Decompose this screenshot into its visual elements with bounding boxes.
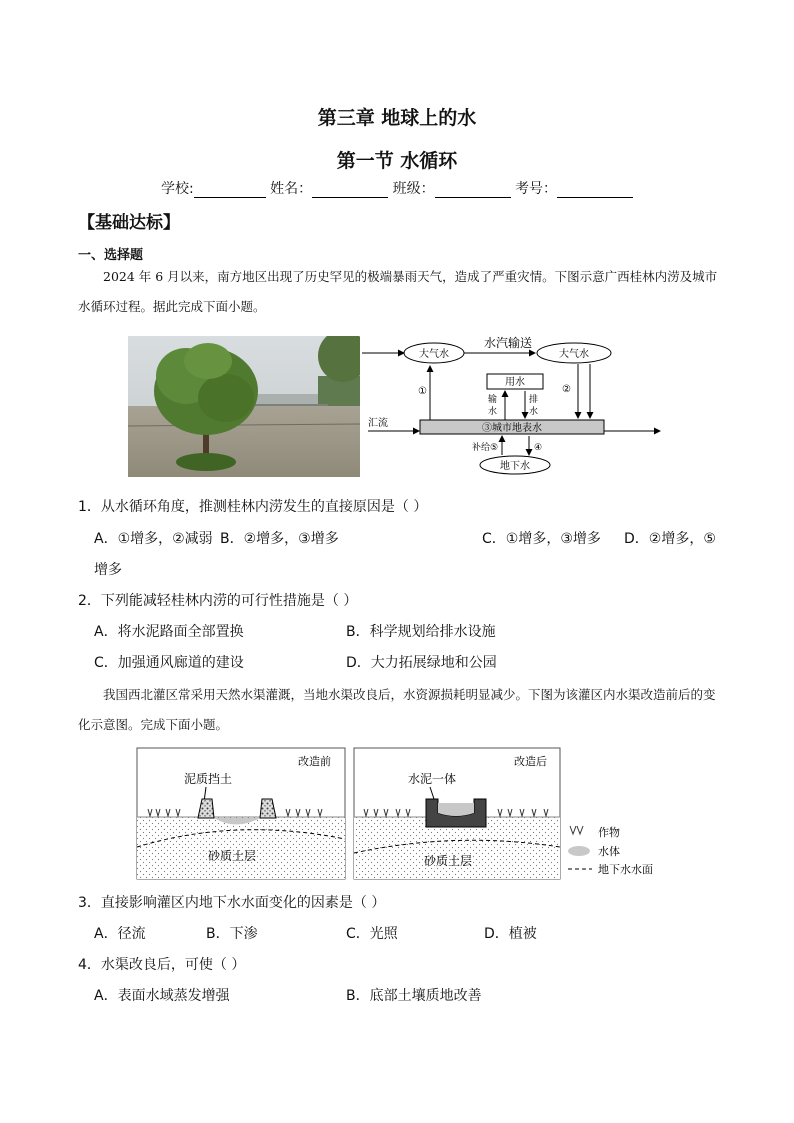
flood-photo [128, 336, 360, 477]
question-3-stem: 3．直接影响灌区内地下水水面变化的因素是（ ） [78, 895, 386, 911]
name-field[interactable] [312, 183, 388, 198]
label-1: ① [418, 386, 427, 397]
student-info-line [0, 178, 794, 198]
legend [568, 825, 653, 876]
question-4-option-b[interactable]: B．底部土壤质地改善 [346, 988, 482, 1004]
question-1-option-c[interactable]: C．①增多，③增多 [482, 531, 601, 547]
question-1-stem: 1．从水循环角度，推测桂林内涝发生的直接原因是（ ） [78, 499, 428, 515]
recharge-label: 补给 [472, 443, 491, 453]
urban-surface-water-label: ③城市地表水 [482, 423, 542, 434]
question-3-option-b[interactable]: B．下渗 [206, 926, 258, 942]
question-1-option-b[interactable]: B．②增多，③增多 [220, 531, 339, 547]
label-5: ⑤ [490, 443, 499, 453]
question-4-stem: 4．水渠改良后，可使（ ） [78, 957, 246, 973]
exam-number-label: 考号： [515, 181, 558, 197]
class-field[interactable] [435, 183, 511, 198]
chapter-title: 第三章 地球上的水 [317, 107, 477, 129]
section-title: 第一节 水循环 [336, 150, 458, 172]
groundwater-label: 地下水 [500, 461, 530, 472]
canal-comparison-diagram [136, 747, 666, 882]
label-4: ④ [534, 443, 543, 453]
urban-water-cycle-diagram [362, 336, 664, 478]
question-3-option-a[interactable]: A．径流 [94, 926, 146, 942]
drain-water-char-2: 水 [529, 407, 539, 417]
question-3-option-d[interactable]: D．植被 [484, 926, 537, 942]
question-2-option-a[interactable]: A．将水泥路面全部置换 [94, 624, 244, 640]
sandy-soil-label-right: 砂质土层 [424, 854, 473, 868]
question-2-option-b[interactable]: B．科学规划给排水设施 [346, 624, 496, 640]
crop-icon [570, 826, 583, 834]
question-3-option-c[interactable]: C．光照 [346, 926, 398, 942]
cement-label: 水泥一体 [408, 772, 457, 786]
school-label: 学校: [160, 181, 194, 197]
question-2-option-c[interactable]: C．加强通风廊道的建设 [94, 655, 244, 671]
question-2-option-d[interactable]: D．大力拓展绿地和公园 [346, 655, 497, 671]
question-4-option-a[interactable]: A．表面水域蒸发增强 [94, 988, 230, 1004]
transport-water-char-2: 水 [488, 407, 498, 417]
passage-2: 我国西北灌区常采用天然水渠灌溉，当地水渠改良后，水资源损耗明显减少。下图为该灌区内水渠改造前后的变化示意图。完成下面小题。 [78, 687, 716, 732]
section-heading: 【基础达标】 [78, 213, 180, 233]
mud-bank-label: 泥质挡土 [184, 772, 233, 786]
legend-groundwater-label: 地下水水面 [598, 863, 653, 876]
school-field[interactable] [194, 183, 266, 198]
passage-1: 2024 年 6 月以来，南方地区出现了历史罕见的极端暴雨天气，造成了严重灾情。下图示意广西桂林内涝及城市水循环过程。据此完成下面小题。 [78, 269, 718, 314]
label-2: ② [562, 384, 571, 395]
legend-crop-label: 作物 [598, 826, 620, 839]
question-2-stem: 2．下列能减轻桂林内涝的可行性措施是（ ） [78, 593, 358, 609]
water-body-icon [568, 846, 590, 856]
question-1-option-d-continued: 增多 [94, 562, 122, 578]
name-label: 姓名： [270, 181, 313, 197]
sandy-soil-label-left: 砂质土层 [208, 849, 257, 863]
use-water-label: 用水 [505, 377, 525, 388]
transport-water-char-1: 输 [488, 395, 498, 405]
atmosphere-left-label: 大气水 [419, 349, 449, 360]
atmosphere-right-label: 大气水 [559, 349, 589, 360]
after-label: 改造后 [514, 755, 547, 768]
confluence-label: 汇流 [368, 418, 388, 429]
subsection-heading: 一、选择题 [78, 248, 144, 263]
question-1-option-d[interactable]: D．②增多，⑤ [624, 531, 716, 547]
drain-water-char-1: 排 [529, 395, 539, 405]
before-label: 改造前 [298, 755, 331, 768]
vapor-transport-label: 水汽输送 [483, 336, 533, 350]
exam-number-field[interactable] [557, 183, 633, 198]
legend-water-label: 水体 [598, 845, 620, 858]
class-label: 班级： [392, 181, 435, 197]
question-1-option-a[interactable]: A．①增多，②减弱 [94, 531, 213, 547]
